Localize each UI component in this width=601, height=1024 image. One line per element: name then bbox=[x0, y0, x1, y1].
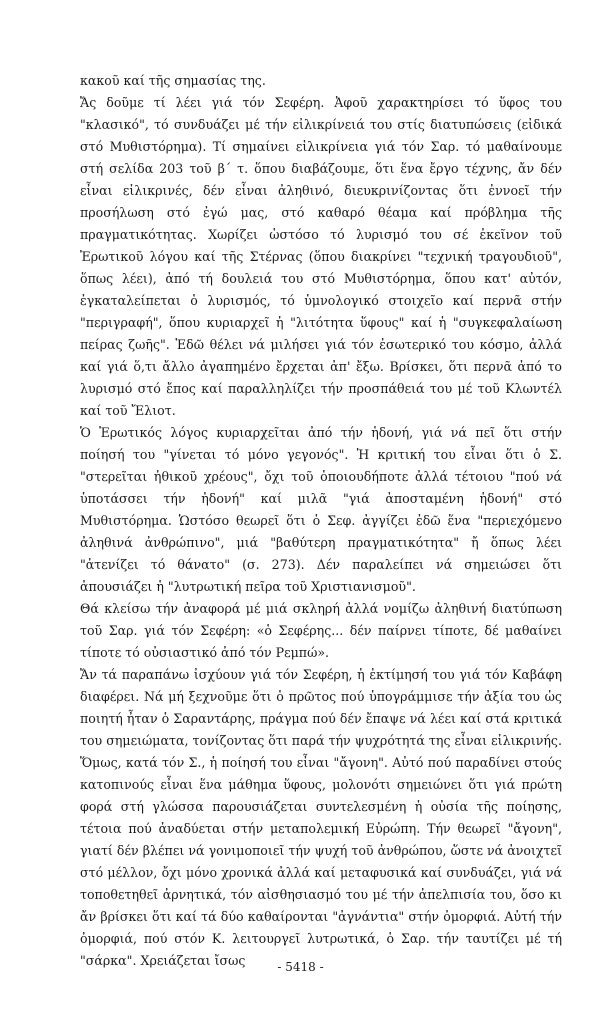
paragraph: Θά κλείσω τήν ἀναφορά μέ μιά σκληρή ἀλλά νομίζω ἀληθινή διατύπωση τοῦ Σαρ. γιά τόν Σεφέρη: «ὁ Σεφέρης... δέν παίρνει τίποτε, δέ μαθαίνει τίποτε τό οὐσιαστικό ἀπό τόν Ρεμπώ». bbox=[80, 601, 562, 660]
paragraph: Ἄς δοῦμε τί λέει γιά τόν Σεφέρη. Ἀφοῦ χαρακτηρίσει τό ὕφος του "κλασικό", τό συνδυάζει μέ τήν εἰλικρίνειά του στίς διατυπώσεις (εἰδικά στό Μυθιστόρημα). Τί σημαίνει εἰλικρίνεια γιά τόν Σαρ. τό μαθαίνουμε στή σελίδα 203 τοῦ β΄ τ. ὅπου διαβάζουμε, ὅτι ἕνα ἔργο τέχνης, ἄν δέν εἶναι εἰλικρινές, δέν εἶναι ἀληθινό, διευκρινίζοντας ὅτι ἐννοεῖ τήν προσήλωση στό ἐγώ μας, στό καθαρό θέαμα καί πρόβλημα τῆς πραγματικότητας. Χωρίζει ὡστόσο τό λυρισμό του σέ ἐκεῖνον τοῦ Ἐρωτικοῦ λόγου καί τῆς Στέρνας (ὅπου διακρίνει "τεχνική τραγουδιοῦ", ὅπως λέει), ἀπό τή δουλειά του στό Μυθιστόρημα, ὅπου κατ' αὐτόν, ἐγκαταλείπεται ὁ λυρισμός, τό ὑμνολογικό στοιχεῖο καί περνᾶ στήν "περιγραφή", ὅπου κυριαρχεῖ ἡ "λιτότητα ὕφους" καί ἡ "συγκεφαλαίωση πείρας ζωῆς". Ἐδῶ θέλει νά μιλήσει γιά τόν ἐσωτερικό του κόσμο, ἀλλά καί γιά ὅ,τι ἄλλο ἀγαπημένο ἔρχεται ἀπ' ἔξω. Βρίσκει, ὅτι περνᾶ ἀπό το λυρισμό στό ἔπος καί παραλληλίζει τήν προσπάθειά του μέ τοῦ Κλωντέλ καί τοῦ Ἔλιοτ. bbox=[80, 95, 562, 418]
paragraph: Ὁ Ἐρωτικός λόγος κυριαρχεῖται ἀπό τήν ἡδονή, γιά νά πεῖ ὅτι στήν ποίησή του "γίνεται τό μόνο γεγονός". Ἡ κριτική του εἶναι ὅτι ὁ Σ. "στερεῖται ἠθικοῦ χρέους", ὄχι τοῦ ὁποιουδήποτε ἀλλά τέτοιου "πού νά ὑποτάσσει τήν ἡδονή" καί μιλᾶ "γιά ἀποσταμένη ἡδονή" στό Μυθιστόρημα. Ὡστόσο θεωρεῖ ὅτι ὁ Σεφ. ἀγγίζει ἐδῶ ἕνα "περιεχόμενο ἀληθινά ἀνθρώπινο", μιά "βαθύτερη πραγματικότητα" ἤ ὅπως λέει "ἀτενίζει τό θάνατο" (σ. 273). Δέν παραλείπει νά σημειώσει ὅτι ἀπουσιάζει ἡ "λυτρωτική πεῖρα τοῦ Χριστιανισμοῦ". bbox=[80, 425, 562, 594]
paragraph: Ἄν τά παραπάνω ἰσχύουν γιά τόν Σεφέρη, ἡ ἐκτίμησή του γιά τόν Καβάφη διαφέρει. Νά μή ξεχνοῦμε ὅτι ὁ πρῶτος πού ὑπογράμμισε τήν ἀξία του ὡς ποιητή ἦταν ὁ Σαραντάρης, πράγμα πού δέν ἔπαψε νά λέει καί στά κριτικά του σημειώματα, τονίζοντας ὅτι παρά τήν ψυχρότητά της εἶναι εἰλικρινής. Ὅμως, κατά τόν Σ., ἡ ποίησή του εἶναι "ἄγονη". Αὐτό πού παραδίνει στούς κατοπινούς εἶναι ἕνα μάθημα ὕφους, μολονότι σημειώνει ὅτι γιά πρώτη φορά στή γλώσσα παρουσιάζεται συντελεσμένη ἡ οὐσία τῆς ποίησης, τέτοια πού ἀναδύεται στήν μεταπολεμική Εὐρώπη. Τήν θεωρεῖ "ἄγονη", γιατί δέν βλέπει νά γονιμοποιεῖ τήν ψυχή τοῦ ἀνθρώπου, ὥστε νά ἀνοιχτεῖ στό μέλλον, ὄχι μόνο χρονικά ἀλλά καί μεταφυσικά καί συνδυάζει, γιά νά τοποθετηθεῖ ἀρνητικά, τόν αἰσθησιασμό του μέ τήν ἀπελπισία του, ὅσο κι ἄν βρίσκει ὅτι καί τά δύο καθαίρονται "ἀγνάντια" στήν ὀμορφιά. Αὐτή τήν ὀμορφιά, πού στόν Κ. λειτουργεῖ λυτρωτικά, ὁ Σαρ. τήν ταυτίζει μέ τή "σάρκα". Χρειάζεται ἴσως bbox=[80, 667, 562, 968]
paragraph: κακοῦ καί τῆς σημασίας της. bbox=[80, 73, 266, 88]
page-number: - 5418 - bbox=[277, 960, 324, 974]
body-text bbox=[80, 70, 562, 972]
